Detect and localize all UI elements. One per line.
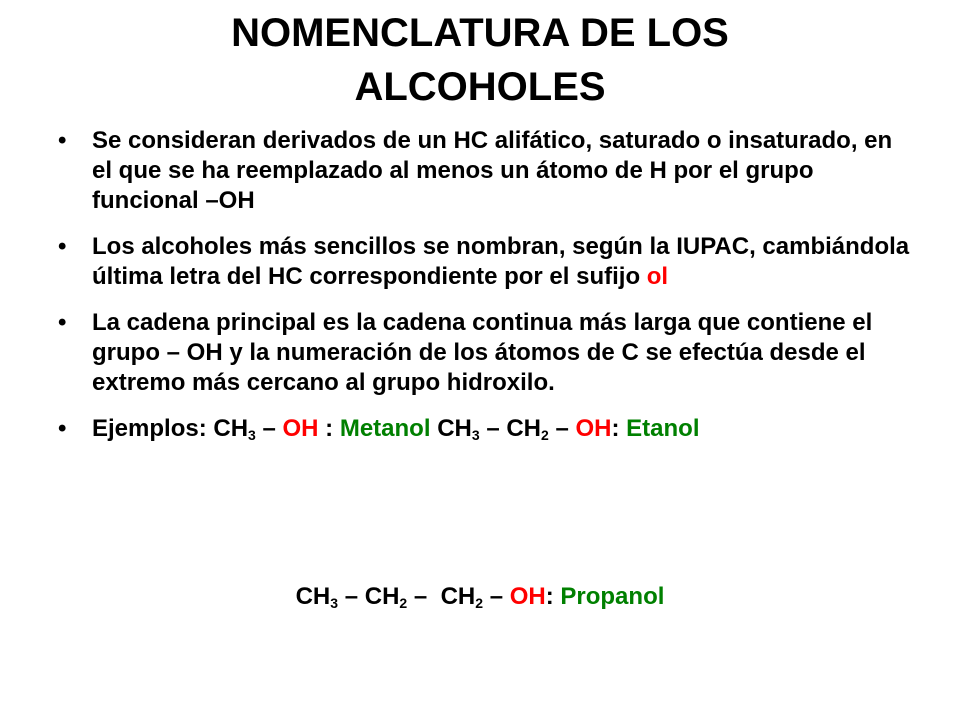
formula-dash: – — [548, 415, 576, 442]
formula-oh: OH — [282, 415, 319, 442]
bullet-item-definition — [56, 126, 916, 216]
compound-name-metanol: Metanol — [339, 415, 431, 442]
formula-sub: 2 — [475, 595, 484, 611]
formula-ch: CH — [295, 583, 331, 610]
formula-oh: OH — [509, 583, 546, 610]
formula-colon: : — [545, 583, 561, 610]
bullet-text: Los alcoholes más sencillos se nombran, según la IUPAC, cambiándola última letra del HC correspondiente por el sufijo — [92, 233, 910, 290]
examples-label: Ejemplos: — [92, 415, 214, 442]
formula-ch: CH — [213, 415, 249, 442]
bullet-item-main-chain — [56, 308, 916, 398]
formula-dash: – — [255, 415, 283, 442]
formula-ch: CH — [364, 583, 400, 610]
formula-sub: 3 — [471, 427, 480, 443]
formula-oh: OH — [575, 415, 612, 442]
bullet-text: La cadena principal es la cadena continua más larga que contiene el grupo – OH y la numeración de los átomos de C se efectúa desde el extremo más cercano al grupo hidroxilo. — [92, 309, 873, 396]
bullet-item-examples — [56, 414, 916, 444]
bullet-icon: • — [58, 309, 67, 336]
page-title: NOMENCLATURA DE LOS ALCOHOLES — [231, 11, 729, 109]
formula-ch: CH — [440, 583, 476, 610]
compound-name-propanol: Propanol — [560, 583, 665, 610]
bullet-icon: • — [58, 415, 67, 442]
suffix-ol: ol — [646, 263, 669, 290]
bullet-text: Se consideran derivados de un HC alifático, saturado o insaturado, en el que se ha reemplazado al menos un átomo de H por el grupo funcional –OH — [92, 127, 893, 214]
formula-colon: : — [318, 415, 340, 442]
formula-sub: 2 — [399, 595, 408, 611]
formula-sub: 3 — [248, 427, 256, 443]
formula-colon: : — [611, 415, 627, 442]
formula-dash: – — [338, 583, 365, 610]
formula-ch: CH — [437, 415, 472, 442]
formula-dash: – — [483, 583, 510, 610]
bullet-icon: • — [58, 127, 67, 154]
bullet-icon: • — [58, 233, 67, 260]
bullet-list — [56, 126, 916, 460]
bullet-item-iupac — [56, 232, 916, 292]
formula-sub: 2 — [541, 427, 549, 443]
formula-ch: CH — [506, 415, 542, 442]
formula-dash: – — [479, 415, 507, 442]
example-propanol — [0, 582, 960, 612]
formula-sub: 3 — [330, 595, 339, 611]
formula-dash: – — [407, 583, 434, 610]
compound-name-etanol: Etanol — [626, 415, 700, 442]
